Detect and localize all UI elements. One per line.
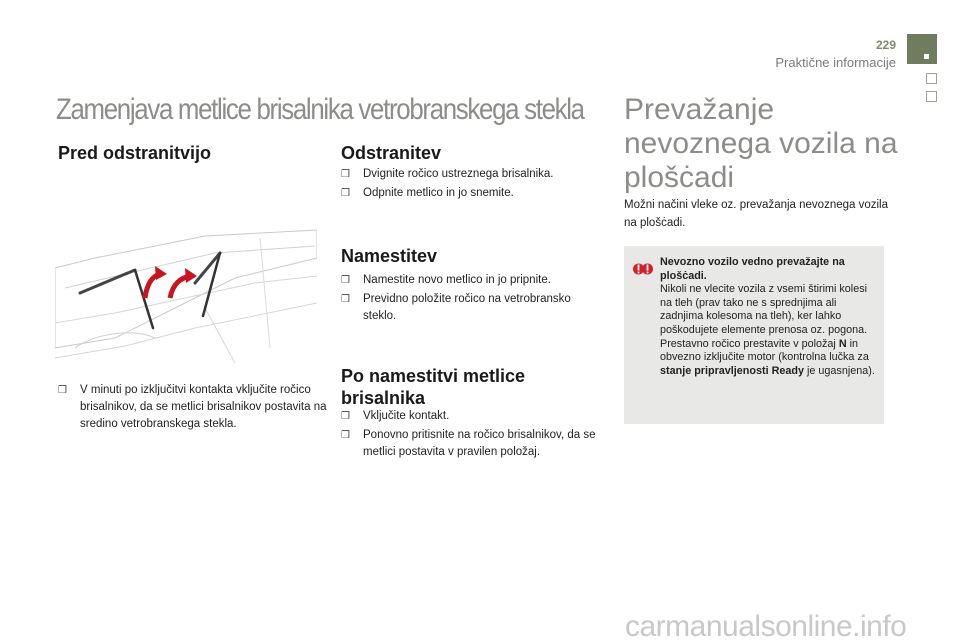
checkbox-bullet-icon: ❒ [341,188,350,199]
chapter-tab[interactable] [926,73,937,84]
list-item: ❒ Namestite novo metlico in jo pripnite. [341,272,606,289]
wiper-illustration [55,228,317,366]
checkbox-bullet-icon: ❒ [341,430,350,441]
section-title-transport: Prevažanje nevoznega vozila na plošċadi [624,93,898,194]
steps-after-installation [341,408,606,463]
heading-removal: Odstranitev [341,143,442,163]
section-name: Praktične informacije [775,55,896,70]
chapter-tab[interactable] [926,91,937,102]
tab-dot-icon [924,54,929,59]
heading-installation: Namestitev [341,246,438,266]
checkbox-bullet-icon: ❒ [341,294,350,305]
list-item: ❒ V minuti po izključitvi kontakta vključite ročico brisalnikov, da se metlici brisalnikov postavita na sredino vetrobranskega stekla. [58,384,327,430]
transport-intro: Možni načini vleke oz. prevažanja nevoznega vozila na plošċadi. [624,199,889,229]
steps-installation [341,272,606,327]
list-item: ❒ Previdno položite ročico na vetrobransko steklo. [341,293,571,322]
checkbox-bullet-icon: ❒ [341,169,350,180]
page-number: 229 [875,38,896,52]
checkbox-bullet-icon: ❒ [58,385,67,396]
warning-exclamation-icon [633,260,653,278]
list-item: ❒ Ponovno pritisnite na ročico brisalnikov, da se metlici postavita v pravilen položaj. [341,429,596,458]
warning-text: Nevozno vozilo vedno prevažajte na plošċadi. Nikoli ne vlecite vozila z vsemi štirimi kolesi na tleh (prav tako ne s sprednjima ali zadnjima kolesoma na tleh), ker lahko poškodujete elemente prenosa oz. pogona. Prestavno ročico prestavite v položaj N in obvezno izključite motor (kontrolna lučka za stanje pripravljenosti Ready je ugasnjena). [660,256,875,377]
heading-before-removal: Pred odstranitvijo [58,143,212,163]
list-item: ❒ Dvignite ročico ustreznega brisalnika. [341,166,606,183]
list-item: ❒ Vključite kontakt. [341,408,606,425]
warning-box [624,246,884,424]
steps-before-removal [58,382,328,435]
heading-after-installation: Po namestitvi metlice brisalnika [341,366,526,408]
list-item: ❒ Odpnite metlico in jo snemite. [341,185,606,202]
steps-removal [341,166,606,204]
warning-lead: Nevozno vozilo vedno prevažajte na plošċadi. [660,256,845,282]
checkbox-bullet-icon: ❒ [341,411,350,422]
page-title: Zamenjava metlice brisalnika vetrobranskega stekla [56,93,584,126]
watermark: carmanualsonline.info [625,610,907,643]
checkbox-bullet-icon: ❒ [341,275,350,286]
chapter-tab-active[interactable] [907,34,937,64]
